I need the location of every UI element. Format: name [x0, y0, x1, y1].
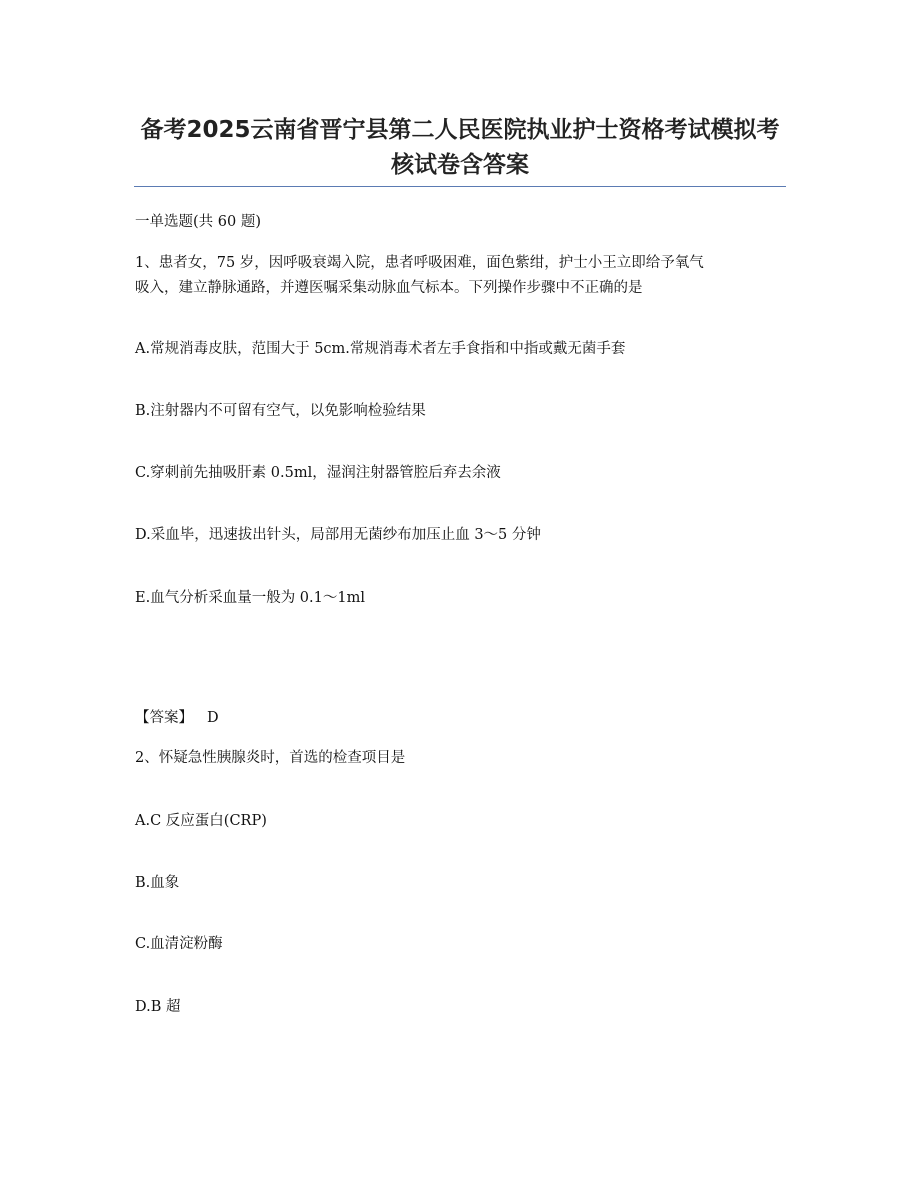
question-1-answer: [135, 708, 219, 728]
question-1-option-e: E.血气分析采血量一般为 0.1～1ml: [135, 590, 365, 606]
question-2-stem: 2、怀疑急性胰腺炎时，首选的检查项目是: [135, 750, 406, 766]
answer-label: 【答案】: [135, 710, 193, 726]
question-2-option-a: A.C 反应蛋白(CRP): [135, 813, 267, 829]
question-2-option-b: B.血象: [135, 875, 180, 891]
question-1-option-b: B.注射器内不可留有空气，以免影响检验结果: [135, 403, 426, 419]
document-title: 备考2025云南省晋宁县第二人民医院执业护士资格考试模拟考核试卷含答案: [140, 117, 780, 178]
question-2-option-d: D.B 超: [135, 999, 181, 1015]
question-1-stem-line-1: 1、患者女，75 岁，因呼吸衰竭入院，患者呼吸困难，面色紫绀，护士小王立即给予氧气: [135, 255, 704, 271]
answer-value: D: [207, 710, 219, 726]
question-1-option-c: C.穿刺前先抽吸肝素 0.5ml，湿润注射器管腔后弃去余液: [135, 465, 501, 481]
question-1-option-a: A.常规消毒皮肤，范围大于 5cm.常规消毒术者左手食指和中指或戴无菌手套: [135, 341, 626, 357]
section-heading: 一单选题(共 60 题): [135, 214, 261, 230]
question-1-stem-line-2: 吸入，建立静脉通路，并遵医嘱采集动脉血气标本。下列操作步骤中不正确的是: [135, 280, 643, 296]
question-1-option-d: D.采血毕，迅速拔出针头，局部用无菌纱布加压止血 3～5 分钟: [135, 527, 541, 543]
question-2-option-c: C.血清淀粉酶: [135, 936, 223, 952]
title-divider: [134, 186, 786, 187]
